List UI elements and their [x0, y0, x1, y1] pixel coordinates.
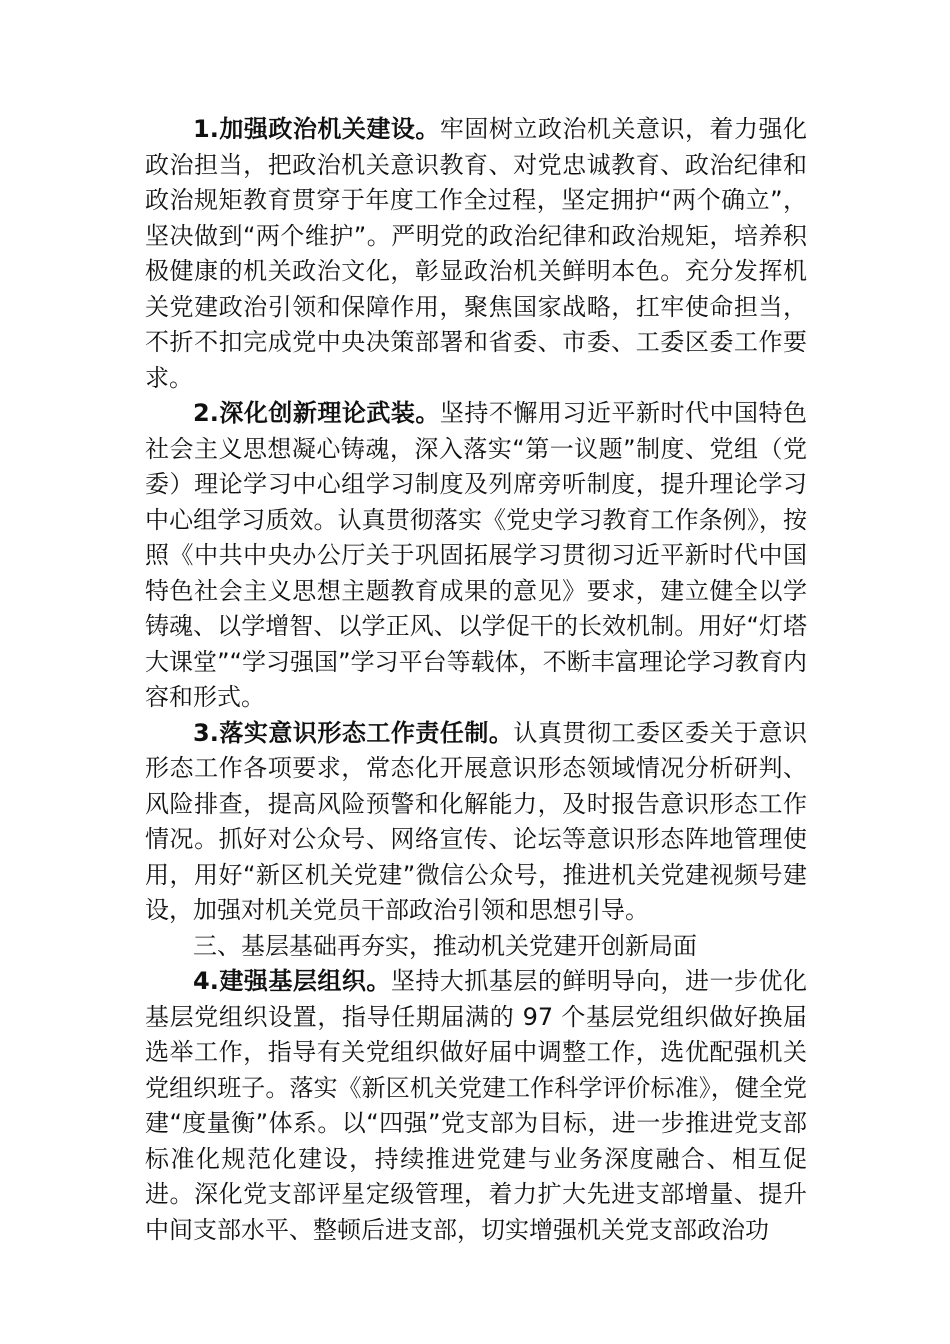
document-body: [145, 112, 807, 1248]
paragraph-heading: 2.深化创新理论武装。: [193, 399, 440, 427]
section-heading-text: 三、基层基础再夯实，推动机关党建开创新局面: [193, 931, 697, 960]
paragraph-grassroots-organization: [145, 964, 807, 1248]
paragraph-text: 认真贯彻工委区委关于意识形态工作各项要求，常态化开展意识形态领域情况分析研判、风险排查，提高风险预警和化解能力，及时报告意识形态工作情况。抓好对公众号、网络宣传、论坛等意识形态阵地管理使用，用好“新区机关党建”微信公众号，推进机关党建视频号建设，加强对机关党员干部政治引领和思想引导。: [145, 718, 807, 924]
paragraph-text: 坚持大抓基层的鲜明导向，进一步优化基层党组织设置，指导任期届满的 97 个基层党组织做好换届选举工作，指导有关党组织做好届中调整工作，选优配强机关党组织班子。落实《新区机关党建工作科学评价标准》，健全党建“度量衡”体系。以“四强”党支部为目标，进一步推进党支部标准化规范化建设，持续推进党建与业务深度融合、相互促进。深化党支部评星定级管理，着力扩大先进支部增量、提升中间支部水平、整顿后进支部，切实增强机关党支部政治功: [145, 967, 807, 1244]
paragraph-theory-study: [145, 396, 807, 716]
section-heading: [145, 929, 807, 965]
paragraph-text: 坚持不懈用习近平新时代中国特色社会主义思想凝心铸魂，深入落实“第一议题”制度、党组（党委）理论学习中心组学习制度及列席旁听制度，提升理论学习中心组学习质效。认真贯彻落实《党史学习教育工作条例》，按照《中共中央办公厅关于巩固拓展学习贯彻习近平新时代中国特色社会主义思想主题教育成果的意见》要求，建立健全以学铸魂、以学增智、以学正风、以学促干的长效机制。用好“灯塔大课堂”“学习强国”学习平台等载体，不断丰富理论学习教育内容和形式。: [145, 399, 807, 711]
paragraph-heading: 4.建强基层组织。: [193, 967, 391, 995]
paragraph-ideology-responsibility: [145, 716, 807, 929]
paragraph-political-organ: [145, 112, 807, 396]
paragraph-heading: 1.加强政治机关建设。: [193, 115, 440, 143]
paragraph-text: 牢固树立政治机关意识，着力强化政治担当，把政治机关意识教育、对党忠诚教育、政治纪律和政治规矩教育贯穿于年度工作全过程，坚定拥护“两个确立”，坚决做到“两个维护”。严明党的政治纪律和政治规矩，培养积极健康的机关政治文化，彰显政治机关鲜明本色。充分发挥机关党建政治引领和保障作用，聚焦国家战略，扛牢使命担当，不折不扣完成党中央决策部署和省委、市委、工委区委工作要求。: [145, 115, 807, 392]
paragraph-heading: 3.落实意识形态工作责任制。: [193, 718, 514, 747]
